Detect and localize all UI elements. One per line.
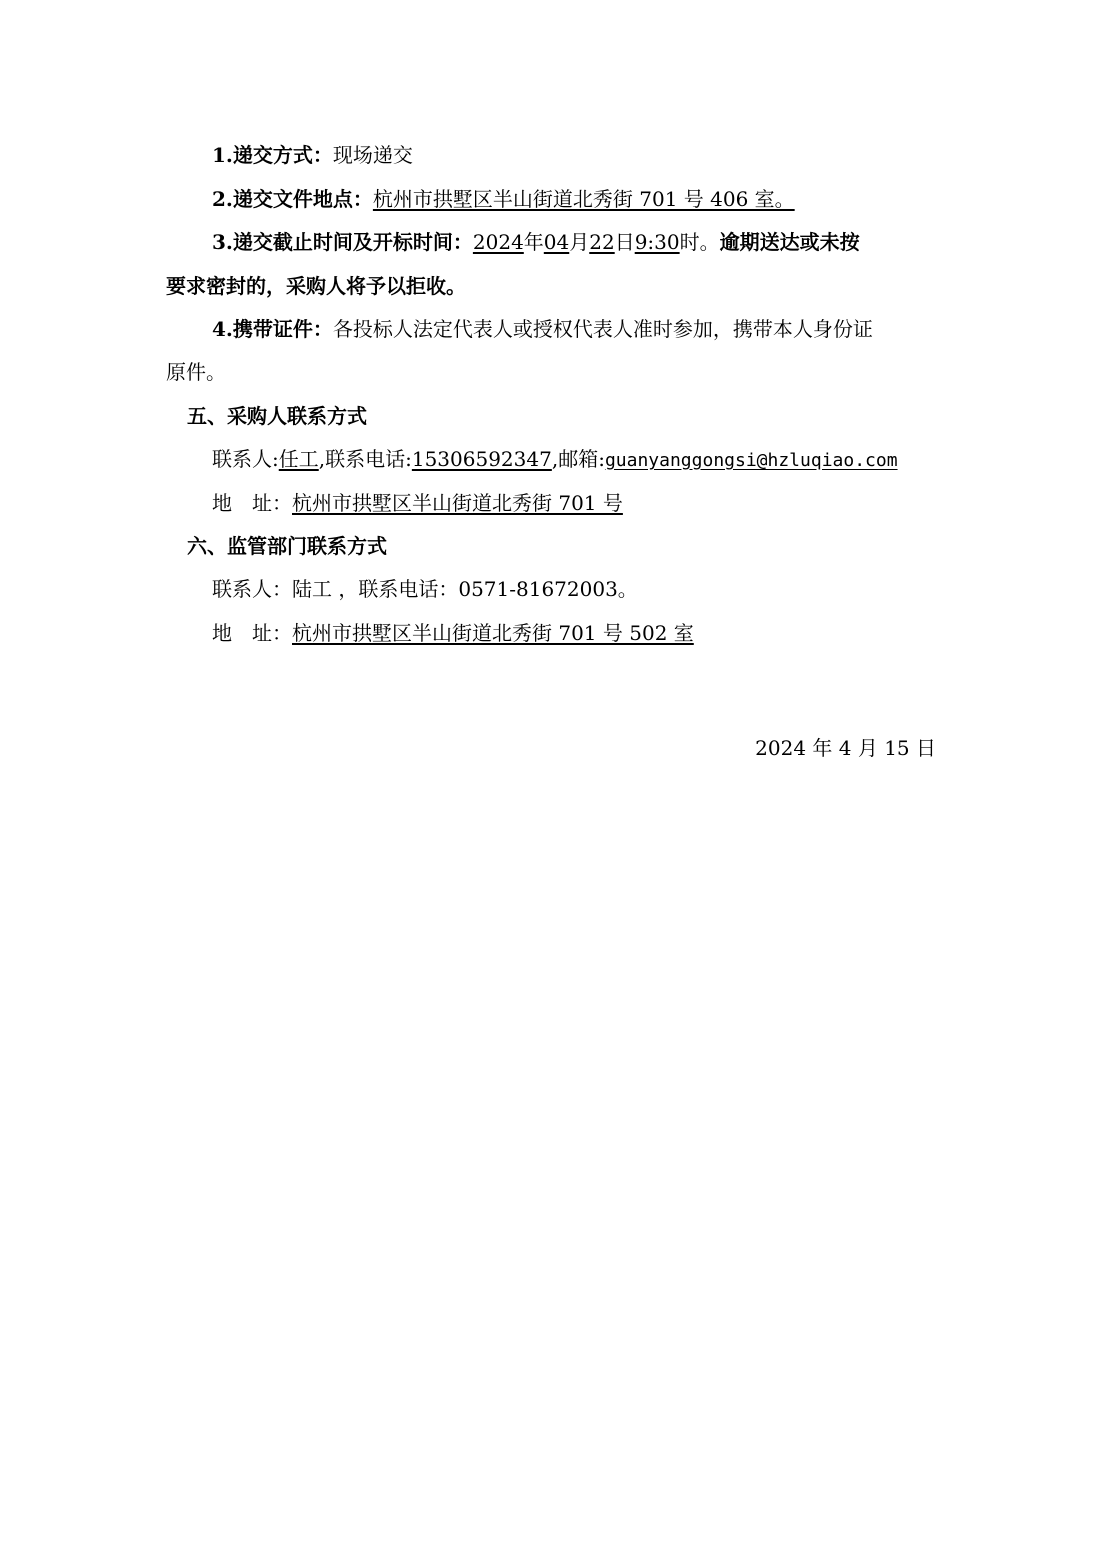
- submission-method-label: 1.递交方式：: [212, 143, 333, 167]
- purchaser-contact-name: 任工: [278, 447, 319, 471]
- documents-value-part1: 各投标人法定代表人或授权代表人准时参加，携带本人身份证: [332, 317, 873, 341]
- purchaser-phone: 15306592347: [411, 447, 552, 471]
- deadline-year: 2024: [472, 230, 524, 254]
- supervisor-address-label: 地 址：: [212, 621, 292, 645]
- purchaser-email-label: ,邮箱:: [551, 447, 605, 471]
- deadline-day: 22: [589, 230, 615, 254]
- supervisor-contact-line: 联系人：陆工 ，联系电话：0571-81672003。: [212, 577, 638, 601]
- late-notice-part2: 要求密封的，采购人将予以拒收。: [166, 274, 466, 298]
- deadline-time-unit: 时。: [679, 230, 720, 254]
- purchaser-email[interactable]: guanyanggongsi@hzluqiao.com: [604, 450, 898, 471]
- supervisor-address: 杭州市拱墅区半山街道北秀街 701 号 502 室: [292, 621, 694, 645]
- deadline-month-unit: 月: [569, 230, 590, 254]
- purchaser-contact-label: 联系人:: [212, 447, 279, 471]
- documents-line: [212, 315, 936, 343]
- documents-label: 4.携带证件：: [212, 317, 333, 341]
- supervisor-address-line: [212, 619, 936, 647]
- deadline-day-unit: 日: [614, 230, 635, 254]
- supervisor-contact-heading: 六、监管部门联系方式: [187, 534, 387, 558]
- purchaser-contact-heading: 五、采购人联系方式: [187, 404, 367, 428]
- deadline-label: 3.递交截止时间及开标时间：: [212, 230, 473, 254]
- submission-location-line: [212, 185, 936, 213]
- deadline-year-unit: 年: [523, 230, 544, 254]
- submission-location-label: 2.递交文件地点：: [212, 187, 373, 211]
- purchaser-phone-label: ,联系电话:: [318, 447, 412, 471]
- deadline-month: 04: [543, 230, 570, 254]
- submission-method-value: 现场递交: [332, 143, 413, 167]
- submission-method-line: [212, 141, 936, 169]
- purchaser-address-line: [212, 489, 936, 517]
- document-date: 2024 年 4 月 15 日: [755, 736, 936, 760]
- purchaser-address: 杭州市拱墅区半山街道北秀街 701 号: [292, 491, 623, 515]
- deadline-line: [212, 228, 936, 256]
- purchaser-contact-line: [212, 445, 936, 475]
- submission-location-value: 杭州市拱墅区半山街道北秀街 701 号 406 室。: [372, 187, 795, 211]
- late-notice-part1: 逾期送达或未按: [719, 230, 860, 254]
- purchaser-address-label: 地 址：: [212, 491, 292, 515]
- documents-value-part2: 原件。: [166, 360, 226, 384]
- deadline-time: 9:30: [634, 230, 680, 254]
